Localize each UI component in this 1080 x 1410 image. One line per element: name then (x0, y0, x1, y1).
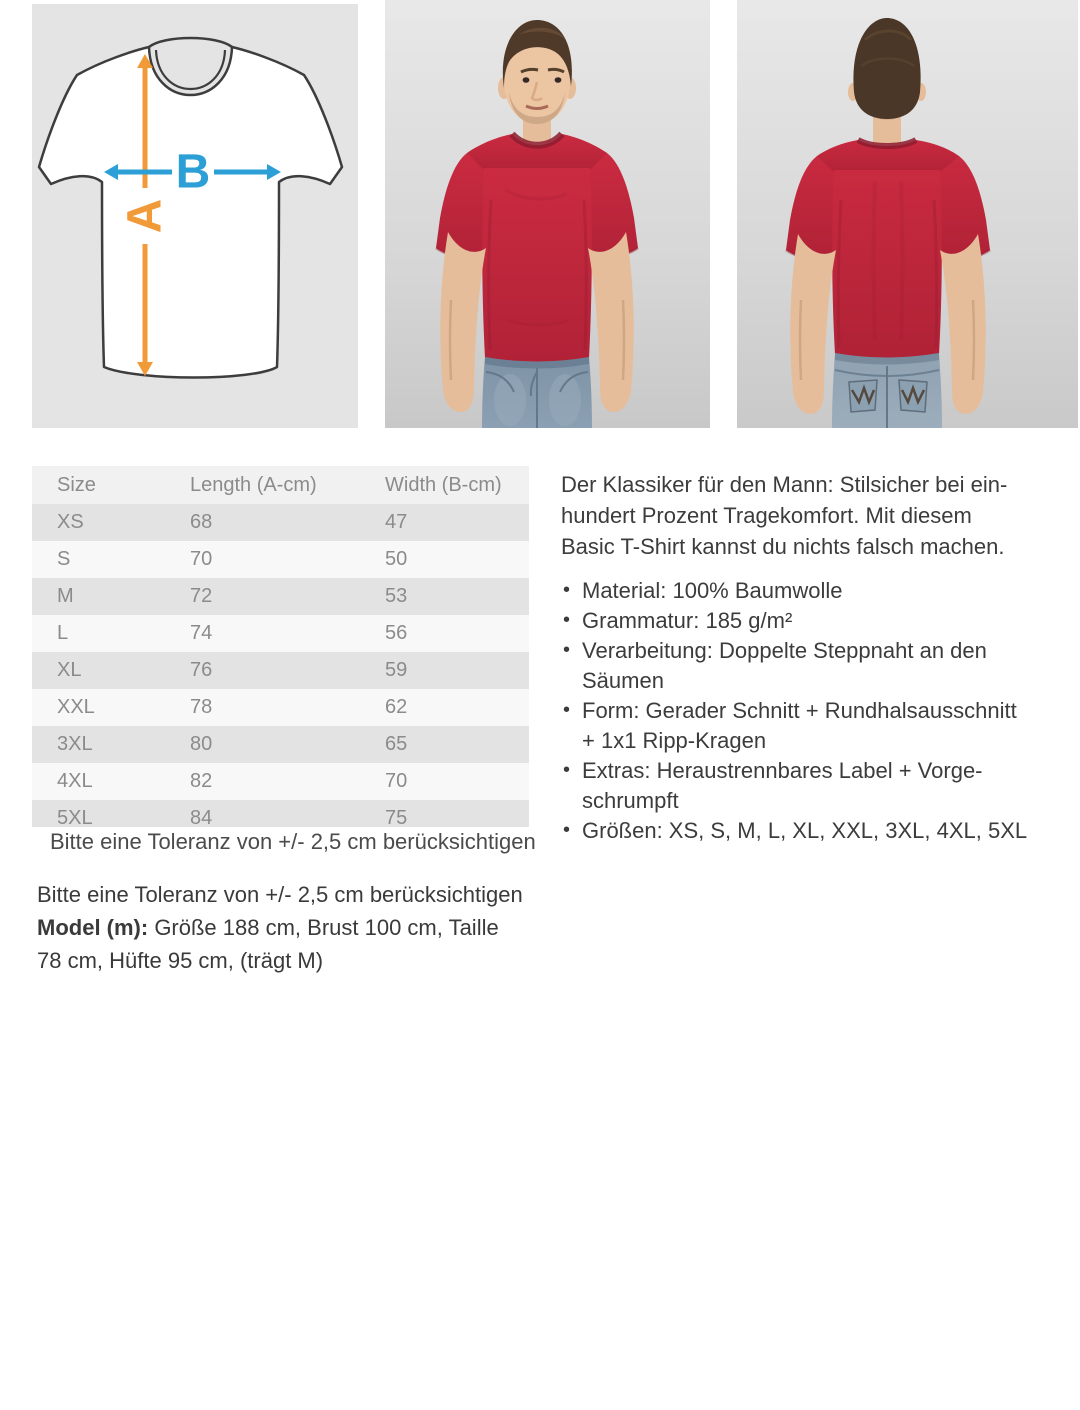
width-cell: 47 (385, 504, 529, 541)
model-label: Model (m): (37, 915, 149, 940)
table-row (32, 689, 529, 726)
size-cell: L (32, 615, 190, 652)
length-cell: 84 (190, 800, 385, 837)
length-cell: 72 (190, 578, 385, 615)
length-cell: 78 (190, 689, 385, 726)
length-cell: 82 (190, 763, 385, 800)
feature-item-groessen: • Größen: XS, S, M, L, XL, XXL, 3XL, 4XL, 5XL (563, 816, 1068, 846)
table-row (32, 763, 529, 800)
model-photo-front (385, 0, 710, 428)
intro-line: hundert Prozent Tragekomfort. Mit diesem (561, 503, 972, 528)
table-row (32, 504, 529, 541)
size-guide-column (32, 466, 536, 977)
length-cell: 70 (190, 541, 385, 578)
intro-line: Basic T-Shirt kannst du nichts falsch machen. (561, 534, 1005, 559)
size-cell: XXL (32, 689, 190, 726)
col-header-width: Width (B-cm) (385, 466, 529, 504)
width-cell: 70 (385, 763, 529, 800)
model-back-svg (737, 0, 1078, 428)
size-table (32, 466, 529, 837)
model-info-line1-text: Größe 188 cm, Brust 100 cm, Taille (148, 915, 499, 940)
length-cell: 80 (190, 726, 385, 763)
width-cell: 53 (385, 578, 529, 615)
product-description (561, 469, 1068, 846)
width-cell: 65 (385, 726, 529, 763)
col-header-size: Size (32, 466, 190, 504)
feature-list (563, 576, 1068, 846)
measure-label-a: A (118, 198, 172, 234)
size-cell: S (32, 541, 190, 578)
clipped-text-row (32, 827, 536, 854)
size-cell: XL (32, 652, 190, 689)
table-row (32, 578, 529, 615)
size-cell: XS (32, 504, 190, 541)
model-info-line2: 78 cm, Hüfte 95 cm, (trägt M) (37, 948, 324, 973)
jeans-back (832, 353, 942, 428)
feature-item-verarbeitung: • Verarbeitung: Doppelte Steppnaht an den Säumen (563, 636, 1068, 696)
tolerance-note: Bitte eine Toleranz von +/- 2,5 cm berücksichtigen (37, 882, 523, 907)
measure-label-b: B (175, 145, 211, 199)
clipped-text: Bitte eine Toleranz von +/- 2,5 cm berücksichtigen (50, 829, 536, 854)
model-front-svg (385, 0, 710, 428)
table-row (32, 615, 529, 652)
size-cell: M (32, 578, 190, 615)
length-cell: 68 (190, 504, 385, 541)
table-row (32, 726, 529, 763)
size-diagram-figure (32, 4, 358, 428)
feature-item-form: • Form: Gerader Schnitt + Rundhalsausschnitt + 1x1 Ripp-Kragen (563, 696, 1068, 756)
size-cell: 3XL (32, 726, 190, 763)
width-cell: 59 (385, 652, 529, 689)
length-cell: 74 (190, 615, 385, 652)
size-table-header-row (32, 466, 529, 504)
size-diagram-svg (32, 4, 358, 428)
feature-item-grammatur: • Grammatur: 185 g/m² (563, 606, 1068, 636)
size-cell: 4XL (32, 763, 190, 800)
width-cell: 75 (385, 800, 529, 837)
feature-item-material: • Material: 100% Baumwolle (563, 576, 1068, 606)
table-row (32, 541, 529, 578)
length-cell: 76 (190, 652, 385, 689)
feature-item-extras: • Extras: Heraustrennbares Label + Vorge- schrumpft (563, 756, 1068, 816)
width-cell: 62 (385, 689, 529, 726)
model-info-line1 (37, 911, 529, 944)
width-cell: 50 (385, 541, 529, 578)
description-intro (561, 469, 1068, 562)
col-header-length: Length (A-cm) (190, 466, 385, 504)
model-info (37, 911, 529, 977)
table-row (32, 652, 529, 689)
size-cell: 5XL (32, 800, 190, 837)
intro-line: Der Klassiker für den Mann: Stilsicher bei ein- (561, 472, 1008, 497)
width-cell: 56 (385, 615, 529, 652)
jeans-front (482, 357, 592, 428)
model-photo-back (737, 0, 1078, 428)
